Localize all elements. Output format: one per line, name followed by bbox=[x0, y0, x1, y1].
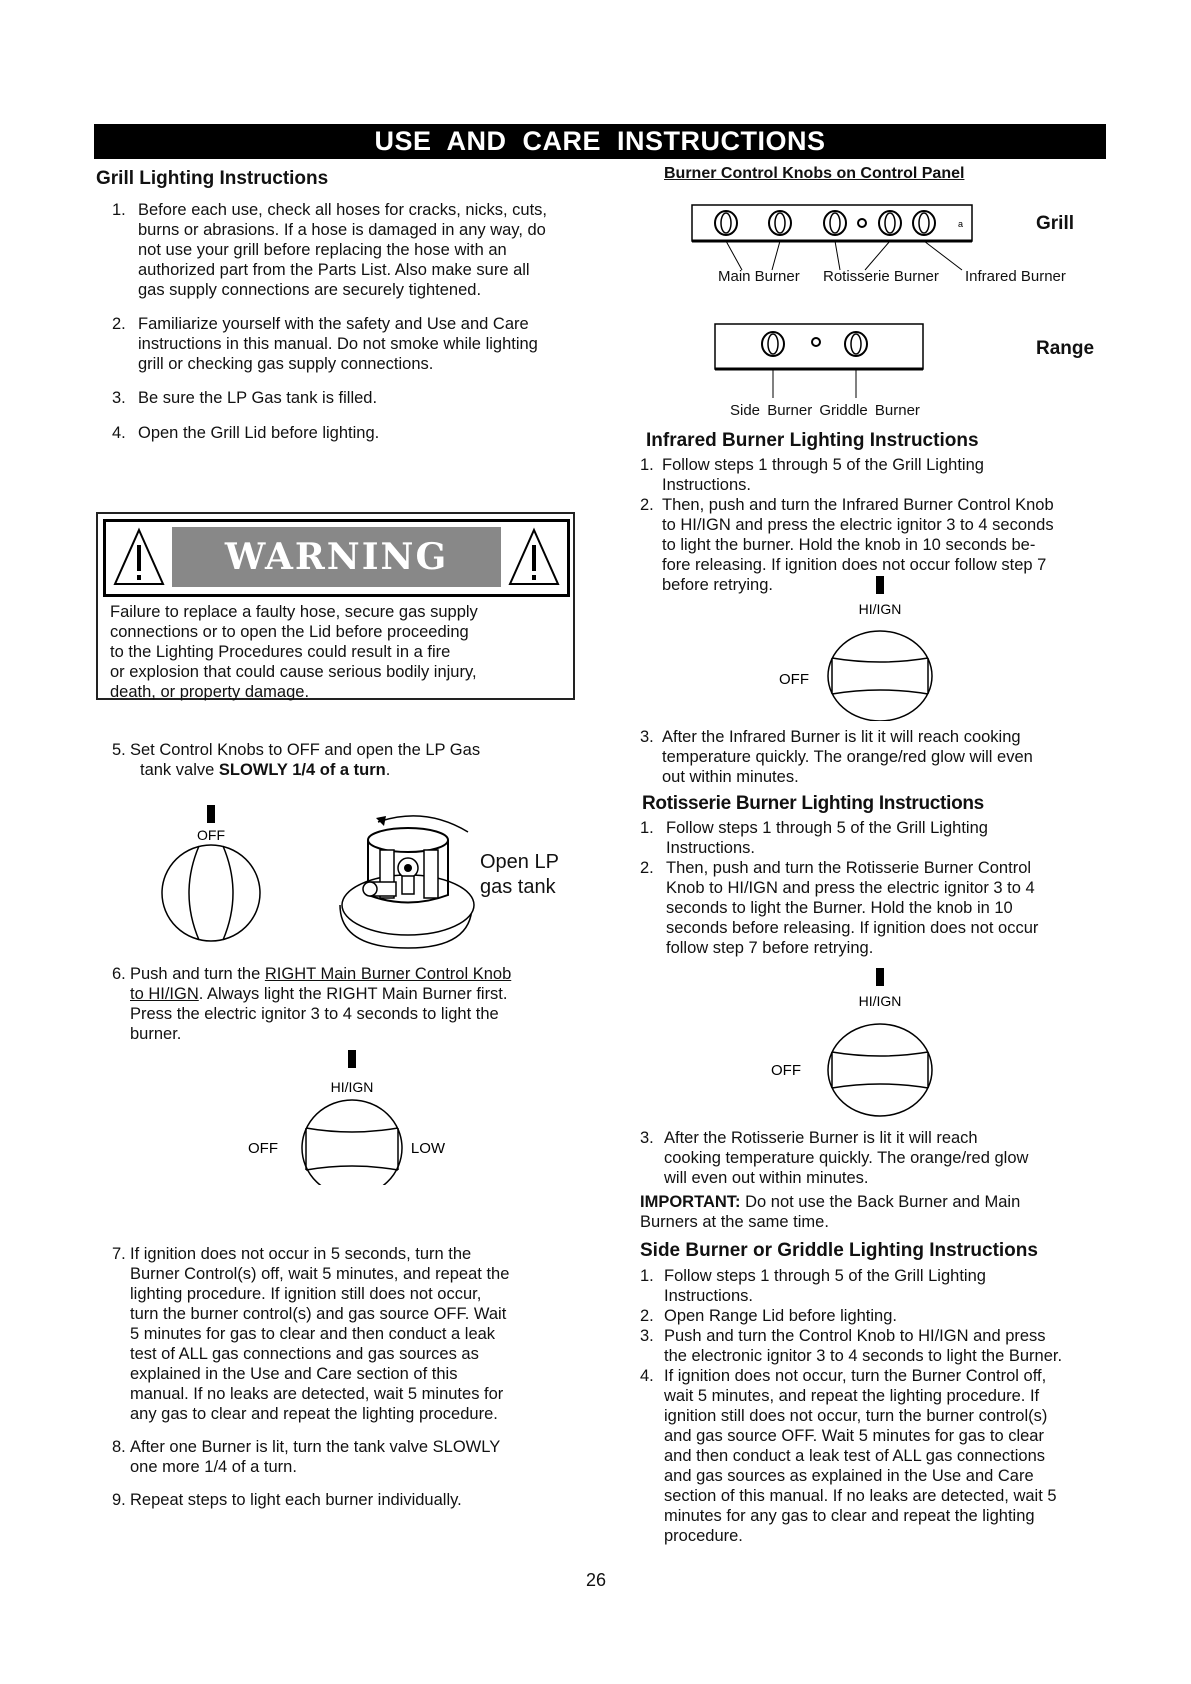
step-line: turn the burner control(s) and gas source OFF. Wait bbox=[130, 1305, 507, 1323]
step-line: seconds to light the Burner. Hold the knob in 10 bbox=[666, 899, 1013, 917]
step-line: Follow steps 1 through 5 of the Grill Lighting bbox=[662, 456, 984, 474]
warning-line: connections or to open the Lid before proceeding bbox=[110, 623, 469, 641]
step-line: Then, push and turn the Infrared Burner Control Knob bbox=[662, 496, 1054, 514]
warning-header bbox=[103, 519, 570, 597]
page-number: 26 bbox=[586, 1570, 607, 1590]
step6-underline: to HI/IGN bbox=[130, 985, 199, 1003]
step-line: wait 5 minutes, and repeat the lighting procedure. If bbox=[664, 1387, 1040, 1405]
warning-box bbox=[96, 512, 575, 700]
step-line: cooking temperature quickly. The orange/red glow bbox=[664, 1149, 1029, 1167]
step-line: one more 1/4 of a turn. bbox=[130, 1458, 297, 1476]
step-line: After the Rotisserie Burner is lit it will reach bbox=[664, 1129, 978, 1147]
open-lp-gas-tank-label bbox=[480, 850, 559, 900]
step6-underline: RIGHT Main Burner Control Knob bbox=[264, 965, 512, 983]
step-line: Instructions. bbox=[666, 839, 755, 857]
knob-icon bbox=[762, 332, 784, 356]
range-label: Range bbox=[1036, 338, 1095, 359]
step-line: not use your grill before replacing the hose with an bbox=[138, 241, 507, 259]
infrared-knob-diagram bbox=[772, 576, 942, 721]
step-line: follow step 7 before retrying. bbox=[666, 939, 874, 957]
step-line: to light the burner. Hold the knob in 10 seconds be- bbox=[662, 536, 1036, 554]
warning-line: or explosion that could cause serious bodily injury, bbox=[110, 663, 477, 681]
ignitor-button-icon bbox=[812, 338, 820, 346]
knob-label-hiign: HI/IGN bbox=[858, 993, 902, 1009]
step-number: 1. bbox=[112, 201, 126, 219]
label-main-burner: Main Burner bbox=[718, 268, 800, 285]
step-line: out within minutes. bbox=[662, 768, 799, 786]
warning-triangle-icon bbox=[507, 527, 561, 587]
step-line: and gas source OFF. Wait 5 minutes for gas to clear bbox=[664, 1427, 1044, 1445]
step-line: Instructions. bbox=[662, 476, 751, 494]
ignitor-button-icon bbox=[858, 219, 866, 227]
rotisserie-knob-diagram bbox=[762, 968, 942, 1118]
warning-title: WARNING bbox=[172, 527, 501, 587]
step-line: burner. bbox=[130, 1025, 182, 1043]
step-line: will even out within minutes. bbox=[664, 1169, 869, 1187]
step-number: 3. bbox=[112, 389, 126, 407]
knob-label-off: OFF bbox=[197, 827, 225, 843]
knob-label-off: OFF bbox=[771, 1062, 801, 1079]
step-line: test of ALL gas connections and gas sources as bbox=[130, 1345, 479, 1363]
tank-label-line: gas tank bbox=[480, 876, 556, 898]
step-number: 7. bbox=[112, 1245, 126, 1263]
knob-icon bbox=[715, 211, 737, 235]
step-line: Open the Grill Lid before lighting. bbox=[138, 424, 380, 442]
step-line: and gas sources as explained in the Use and Care bbox=[664, 1467, 1034, 1485]
important-line bbox=[640, 1192, 1110, 1212]
knob-icon bbox=[913, 211, 935, 235]
knob-off-diagram bbox=[155, 805, 275, 945]
step-line: After one Burner is lit, turn the tank valve SLOWLY bbox=[130, 1438, 501, 1456]
step-line: Instructions. bbox=[664, 1287, 753, 1305]
grill-lighting-heading: Grill Lighting Instructions bbox=[96, 168, 329, 189]
warning-text bbox=[110, 602, 562, 702]
warning-line: to the Lighting Procedures could result in a fire bbox=[110, 643, 451, 661]
step-number: 4. bbox=[112, 424, 126, 442]
infrared-heading: Infrared Burner Lighting Instructions bbox=[646, 430, 979, 451]
step-line: burns or abrasions. If a hose is damaged in any way, do bbox=[138, 221, 546, 239]
step-number: 6. bbox=[112, 965, 126, 983]
label-rotisserie-burner: Rotisserie Burner bbox=[823, 268, 939, 285]
step-number: 3. bbox=[640, 1327, 654, 1345]
step-line: After the Infrared Burner is lit it will reach cooking bbox=[662, 728, 1021, 746]
warning-line: Failure to replace a faulty hose, secure gas supply bbox=[110, 603, 478, 621]
knob-label-off: OFF bbox=[248, 1140, 278, 1157]
step-line: If ignition does not occur in 5 seconds, turn the bbox=[130, 1245, 472, 1263]
warning-line: death, or property damage. bbox=[110, 683, 310, 701]
page-banner: USE AND CARE INSTRUCTIONS bbox=[94, 124, 1106, 159]
knob-label-low: LOW bbox=[410, 1140, 446, 1157]
step-line: Push and turn the Control Knob to HI/IGN and press bbox=[664, 1327, 1046, 1345]
step-line: lighting procedure. If ignition still does not occur, bbox=[130, 1285, 482, 1303]
range-control-panel-diagram bbox=[713, 320, 928, 400]
knob-icon bbox=[845, 332, 867, 356]
step-number: 1. bbox=[640, 819, 654, 837]
step-line: temperature quickly. The orange/red glow will even bbox=[662, 748, 1033, 766]
step5-post: . bbox=[385, 761, 391, 779]
label-infrared-burner: Infrared Burner bbox=[965, 268, 1066, 285]
step6-pre: Push and turn the bbox=[130, 965, 265, 983]
lp-tank-valve-icon bbox=[330, 810, 480, 950]
step-line: 5 minutes for gas to clear and then conduct a leak bbox=[130, 1325, 496, 1343]
step-number: 9. bbox=[112, 1491, 126, 1509]
tank-label-line: Open LP bbox=[480, 851, 559, 873]
step-number: 8. bbox=[112, 1438, 126, 1456]
step-line bbox=[130, 760, 480, 780]
step-number: 5. bbox=[112, 741, 126, 759]
warning-triangle-icon bbox=[112, 527, 166, 587]
step-line: to HI/IGN and press the electric ignitor 3 to 4 seconds bbox=[662, 516, 1054, 534]
step-line: before retrying. bbox=[662, 576, 773, 594]
step-line: instructions in this manual. Do not smoke while lighting bbox=[138, 335, 538, 353]
step-line: Follow steps 1 through 5 of the Grill Lighting bbox=[666, 819, 988, 837]
step-line: Be sure the LP Gas tank is filled. bbox=[138, 389, 378, 407]
step-number: 2. bbox=[640, 496, 654, 514]
step-line: Follow steps 1 through 5 of the Grill Lighting bbox=[664, 1267, 986, 1285]
panel-mark: a bbox=[958, 219, 964, 229]
step-line: ignition still does not occur, turn the burner control(s) bbox=[664, 1407, 1048, 1425]
step-line: gas supply connections are securely tightened. bbox=[138, 281, 482, 299]
rotisserie-heading: Rotisserie Burner Lighting Instructions bbox=[642, 793, 984, 814]
knob-label-hiign: HI/IGN bbox=[330, 1079, 374, 1095]
step-line: Open Range Lid before lighting. bbox=[664, 1307, 897, 1325]
step-line: Before each use, check all hoses for cracks, nicks, cuts, bbox=[138, 201, 548, 219]
knob-icon bbox=[824, 211, 846, 235]
important-note bbox=[640, 1192, 1110, 1232]
step-line: any gas to clear and repeat the lighting procedure. bbox=[130, 1405, 498, 1423]
step-number: 1. bbox=[640, 1267, 654, 1285]
step-line: authorized part from the Parts List. Also make sure all bbox=[138, 261, 530, 279]
step-line: seconds before releasing. If ignition does not occur bbox=[666, 919, 1039, 937]
knob-label-off: OFF bbox=[779, 671, 809, 688]
step-line: the electronic ignitor 3 to 4 seconds to light the Burner. bbox=[664, 1347, 1063, 1365]
step-number: 2. bbox=[640, 859, 654, 877]
knob-icon bbox=[879, 211, 901, 235]
step-line: and then conduct a leak test of ALL gas connections bbox=[664, 1447, 1045, 1465]
step-line: Set Control Knobs to OFF and open the LP Gas bbox=[130, 741, 481, 759]
step-number: 2. bbox=[112, 315, 126, 333]
step-line: grill or checking gas supply connections. bbox=[138, 355, 434, 373]
step-line: Burner Control(s) off, wait 5 minutes, and repeat the bbox=[130, 1265, 510, 1283]
range-knob-labels: Side Burner Griddle Burner bbox=[730, 402, 920, 419]
step5-pre: tank valve bbox=[140, 761, 219, 779]
step-number: 3. bbox=[640, 1129, 654, 1147]
step5-bold: SLOWLY 1/4 of a turn bbox=[218, 761, 386, 779]
knob-hi-ign-diagram bbox=[240, 1050, 470, 1185]
step-number: 2. bbox=[640, 1307, 654, 1325]
step-number: 1. bbox=[640, 456, 654, 474]
knob-icon bbox=[769, 211, 791, 235]
step6-rest: . Always light the RIGHT Main Burner first. bbox=[198, 985, 508, 1003]
step-line: fore releasing. If ignition does not occur follow step 7 bbox=[662, 556, 1047, 574]
control-panel-heading: Burner Control Knobs on Control Panel bbox=[664, 165, 965, 182]
important-label: IMPORTANT: bbox=[640, 1193, 741, 1211]
grill-label: Grill bbox=[1036, 213, 1075, 234]
step-line: procedure. bbox=[664, 1527, 743, 1545]
side-burner-heading: Side Burner or Griddle Lighting Instructions bbox=[640, 1240, 1038, 1261]
step-line: section of this manual. If no leaks are detected, wait 5 bbox=[664, 1487, 1057, 1505]
step-line bbox=[130, 964, 511, 984]
important-line: Burners at the same time. bbox=[640, 1213, 829, 1231]
step-line: explained in the Use and Care section of this bbox=[130, 1365, 458, 1383]
step-line: minutes for any gas to clear and repeat the lighting bbox=[664, 1507, 1035, 1525]
step-line: If ignition does not occur, turn the Burner Control off, bbox=[664, 1367, 1047, 1385]
step-line: Knob to HI/IGN and press the electric ignitor 3 to 4 bbox=[666, 879, 1035, 897]
knob-label-hiign: HI/IGN bbox=[858, 601, 902, 617]
step-line: Familiarize yourself with the safety and Use and Care bbox=[138, 315, 529, 333]
step-line: Then, push and turn the Rotisserie Burner Control bbox=[666, 859, 1032, 877]
step-line: manual. If no leaks are detected, wait 5 minutes for bbox=[130, 1385, 504, 1403]
step-line: Press the electric ignitor 3 to 4 seconds to light the bbox=[130, 1005, 499, 1023]
step-number: 4. bbox=[640, 1367, 654, 1385]
step-line: Repeat steps to light each burner individually. bbox=[130, 1491, 462, 1509]
step-number: 3. bbox=[640, 728, 654, 746]
step-line bbox=[130, 984, 511, 1004]
important-text: Do not use the Back Burner and Main bbox=[740, 1193, 1021, 1211]
